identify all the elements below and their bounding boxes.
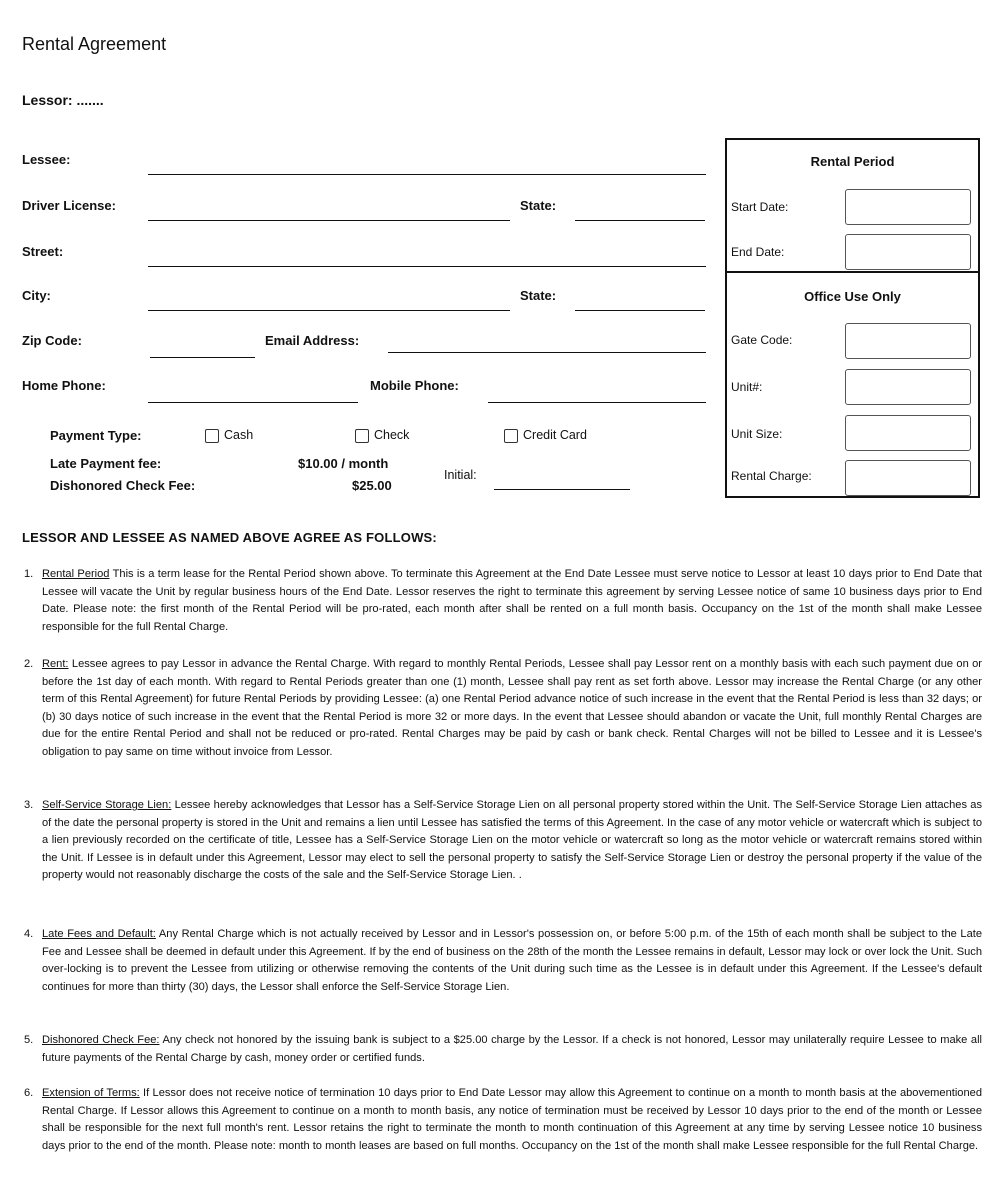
clause-text: If Lessor does not receive notice of termination 10 days prior to End Date Lessor may allow this Agreement to continue on a month to month basis at the abovementioned Rental Charge. If Lessor allows this Agreement to continue on a month to month basis, any notice of termination must be received by Lessor 10 days prior to the end of the month or Lessee shall be responsible for the next full month's rent. Lessor retains the right to terminate the month to month continuation of this Agreement at any time by serving Lessee notice 10 business days prior to the end of the month. Please note: month to month leases are based on full months. Occupancy on the 1st of the month shall make Lessee responsible for the full Rental Charge. — [42, 1087, 982, 1152]
clause-4 — [24, 926, 982, 996]
clause-term: Extension of Terms: — [42, 1087, 140, 1099]
home-phone-label: Home Phone: — [22, 378, 106, 393]
city-line[interactable] — [148, 310, 510, 311]
rental-charge-field[interactable] — [845, 460, 971, 496]
late-fee-value: $10.00 / month — [298, 456, 389, 471]
clause-2 — [24, 656, 982, 762]
state-line-1[interactable] — [575, 220, 705, 221]
driver-license-label: Driver License: — [22, 198, 116, 213]
clause-number: 4. — [24, 928, 34, 940]
office-use-heading: Office Use Only — [804, 289, 901, 304]
start-date-label: Start Date: — [731, 200, 789, 214]
lessee-label: Lessee: — [22, 152, 71, 167]
gate-code-field[interactable] — [845, 323, 971, 359]
clause-number: 6. — [24, 1087, 34, 1099]
initial-label: Initial: — [444, 468, 477, 482]
clause-number: 1. — [24, 568, 34, 580]
clause-text: This is a term lease for the Rental Period shown above. To terminate this Agreement at the End Date Lessee must serve notice to Lessor at least 10 days prior to End Date that Lessee will vacate the Unit by regular business hours of the End Date. Lessor reserves the right to terminate this agreement by serving Lessee notice of same 10 business days prior to End Date. Please note: the first month of the Rental Period will be pro-rated, each month after shall be rented on a full month basis. Occupancy on the 1st of the month shall make Lessee responsible for the full Rental Charge. — [42, 568, 982, 633]
lessee-line[interactable] — [148, 174, 706, 175]
clause-number: 3. — [24, 799, 34, 811]
clause-3 — [24, 797, 982, 885]
check-label: Check — [374, 428, 410, 442]
start-date-field[interactable] — [845, 189, 971, 225]
unit-size-label: Unit Size: — [731, 427, 783, 441]
clause-term: Rent: — [42, 658, 69, 670]
cash-checkbox[interactable] — [205, 429, 219, 443]
cash-label: Cash — [224, 428, 254, 442]
clause-term: Self-Service Storage Lien: — [42, 799, 172, 811]
payment-type-label: Payment Type: — [50, 428, 142, 443]
rental-period-heading: Rental Period — [810, 154, 895, 169]
mobile-phone-line[interactable] — [488, 402, 706, 403]
rental-period-box — [725, 138, 980, 273]
credit-card-checkbox[interactable] — [504, 429, 518, 443]
clause-text: Lessee agrees to pay Lessor in advance the Rental Charge. With regard to monthly Rental Periods, Lessee shall pay Lessor rent on a monthly basis with each such payment due on or before the 1st day of each month. With regard to Rental Periods greater than one (1) month, Lessee shall pay rent as set forth above. Lessor may increase the Rental Charge (or any other term of this Rental Agreement) for future Rental Periods by providing Lessee: (a) one Rental Period advance notice of such increase in the event that the Rental Period is less than 32 days; or (b) 30 days notice of such increase in the event that the Rental Period is more 32 or more days. In the event that Lessee should abandon or vacate the Unit, full monthly Rental Charges are due for the entire Rental Period and shall not be reduced or pro-rated. Rental Charges may be paid by cash or bank check. Rental Charges will not be billed to Lessee and it is Lessee's obligation to pay same on time without invoice from Lessor. — [42, 658, 982, 758]
home-phone-line[interactable] — [148, 402, 358, 403]
clause-number: 5. — [24, 1034, 34, 1046]
office-use-box — [725, 271, 980, 498]
email-line[interactable] — [388, 352, 706, 353]
unit-size-field[interactable] — [845, 415, 971, 451]
agreement-heading: LESSOR AND LESSEE AS NAMED ABOVE AGREE AS FOLLOWS: — [22, 530, 437, 545]
dishonored-fee-value: $25.00 — [352, 478, 392, 493]
city-label: City: — [22, 288, 51, 303]
state-label-2: State: — [520, 288, 557, 303]
zip-code-line[interactable] — [150, 357, 255, 358]
clause-term: Late Fees and Default: — [42, 928, 156, 940]
mobile-phone-label: Mobile Phone: — [370, 378, 459, 393]
clause-number: 2. — [24, 658, 34, 670]
street-line[interactable] — [148, 266, 706, 267]
email-label: Email Address: — [265, 333, 360, 348]
driver-license-line[interactable] — [148, 220, 510, 221]
dishonored-fee-label: Dishonored Check Fee: — [50, 478, 196, 493]
gate-code-label: Gate Code: — [731, 333, 793, 347]
end-date-label: End Date: — [731, 245, 785, 259]
clause-term: Rental Period — [42, 568, 110, 580]
rental-charge-label: Rental Charge: — [731, 469, 812, 483]
clause-term: Dishonored Check Fee: — [42, 1034, 160, 1046]
check-checkbox[interactable] — [355, 429, 369, 443]
end-date-field[interactable] — [845, 234, 971, 270]
clause-5 — [24, 1032, 982, 1067]
initial-line[interactable] — [494, 489, 630, 490]
state-line-2[interactable] — [575, 310, 705, 311]
unit-field[interactable] — [845, 369, 971, 405]
clause-1 — [24, 566, 982, 636]
late-fee-label: Late Payment fee: — [50, 456, 162, 471]
clause-6 — [24, 1085, 982, 1155]
document-title: Rental Agreement — [22, 34, 167, 54]
zip-code-label: Zip Code: — [22, 333, 82, 348]
clause-text: Any Rental Charge which is not actually received by Lessor and in Lessor's possession on, or before 5:00 p.m. of the 15th of each month shall be subject to the Late Fee and Lessee shall be deemed in default under this Agreement. If by the end of business on the 28th of the month the Lessee remains in default, Lessor may lock or over lock the Unit. Such over-locking is to prevent the Lessee from utilizing or otherwise removing the contents of the Unit during such time as the Lessee is in default under this Agreement. If the Lessee's default continues for more than thirty (30) days, the Lessor shall enforce the Self-Service Storage Lien. — [42, 928, 982, 993]
unit-label: Unit#: — [731, 380, 763, 394]
credit-card-label: Credit Card — [523, 428, 587, 442]
street-label: Street: — [22, 244, 64, 259]
clause-text: Lessee hereby acknowledges that Lessor has a Self-Service Storage Lien on all personal property stored within the Unit. The Self-Service Storage Lien attaches as of the date the personal property is stored in the Unit and remains a lien until Lessee has satisfied the terms of this Agreement. In the case of any motor vehicle or watercraft which is subject to a lien previously recorded on the certificate of title, Lessee has a Self-Service Storage Lien on the motor vehicle or watercraft so long as the motor vehicle or watercraft remains stored within the Unit. If Lessee is in default under this Agreement, Lessor may elect to sell the personal property to satisfy the Self-Service Storage Lien or destroy the personal property if the value of the property would not reasonably discharge the costs of the sale and the Self-Service Storage Lien. . — [42, 799, 982, 882]
lessor-label: Lessor: ....... — [22, 92, 104, 108]
clause-text: Any check not honored by the issuing bank is subject to a $25.00 charge by the Lessor. If a check is not honored, Lessor may unilaterally require Lessee to make all future payments of the Rental Charge by cash, money order or certified funds. — [42, 1034, 982, 1064]
state-label-1: State: — [520, 198, 557, 213]
